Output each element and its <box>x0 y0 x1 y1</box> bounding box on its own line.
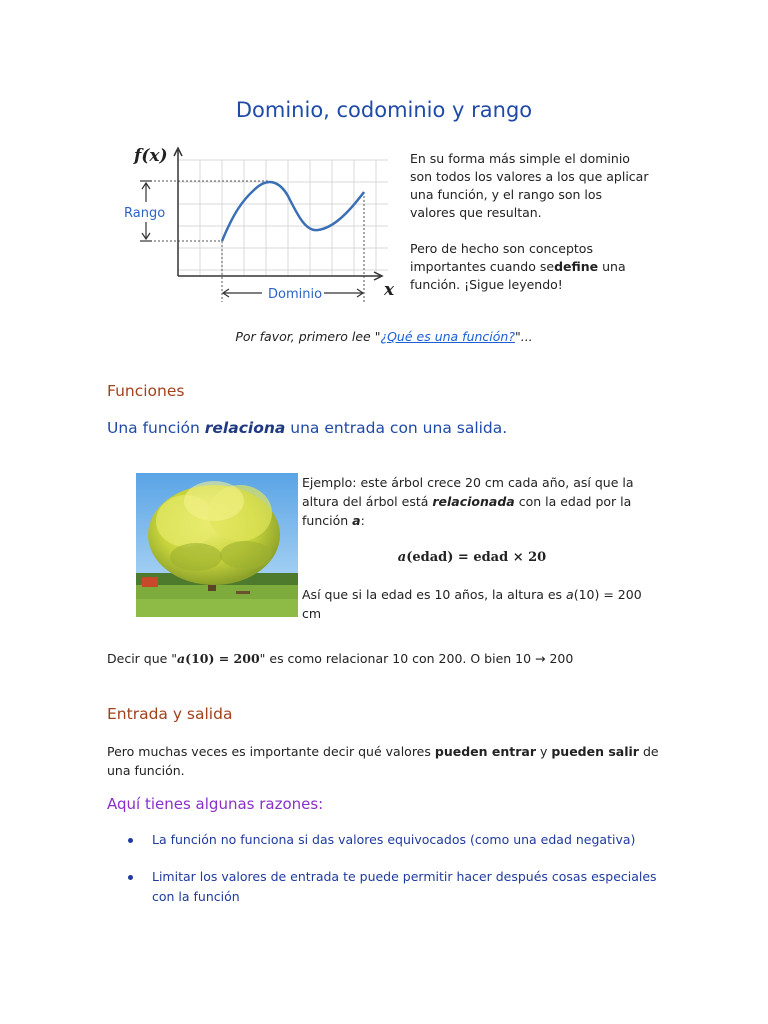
io-paragraph: Pero muchas veces es importante decir qué valores pueden entrar y pueden salir de una función. <box>107 744 659 778</box>
intro-paragraph-1: En su forma más simple el dominio son todos los valores a los que aplicar una función, y el rango son los valores que resultan. <box>410 151 649 220</box>
y-axis-label: f(x) <box>134 146 168 166</box>
reasons-list <box>127 830 667 924</box>
example-formula: a(edad) = edad × 20 <box>397 550 547 565</box>
read-first-note: Por favor, primero lee "¿Qué es una función?"... <box>235 329 533 344</box>
example-conclusion: Así que si la edad es 10 años, la altura es a(10) = 200 cm <box>302 587 642 621</box>
list-item: Limitar los valores de entrada te puede permitir hacer después cosas especiales con la función <box>127 867 667 907</box>
graph-axes <box>174 148 382 280</box>
funciones-lead: Una función relaciona una entrada con una salida. <box>107 419 508 437</box>
intro-paragraph-2: Pero de hecho son conceptos importantes cuando sedefine una función. ¡Sigue leyendo! <box>410 241 626 292</box>
range-label: Rango <box>124 206 166 221</box>
relation-statement: Decir que "a(10) = 200" es como relacionar 10 con 200. O bien 10 → 200 <box>107 651 574 666</box>
tree-image <box>136 473 298 617</box>
domain-label: Dominio <box>268 287 323 302</box>
list-item: La función no funciona si das valores equivocados (como una edad negativa) <box>127 830 667 850</box>
section-heading-funciones: Funciones <box>107 382 185 400</box>
reasons-heading: Aquí tienes algunas razones: <box>107 795 324 813</box>
page-title: Dominio, codominio y rango <box>235 98 533 122</box>
bullet-icon <box>128 875 133 880</box>
graph-grid <box>178 160 388 275</box>
bullet-icon <box>128 838 133 843</box>
function-curve <box>222 182 364 241</box>
x-axis-label: x <box>384 280 395 300</box>
domain-range-graph <box>118 140 408 310</box>
intro-text <box>410 150 650 312</box>
tree-example <box>302 473 642 623</box>
example-text: Ejemplo: este árbol crece 20 cm cada año, así que la altura del árbol está relacionada con la edad por la función a: <box>302 475 634 528</box>
what-is-a-function-link[interactable]: ¿Qué es una función? <box>380 329 515 344</box>
section-heading-entrada-salida: Entrada y salida <box>107 705 233 723</box>
